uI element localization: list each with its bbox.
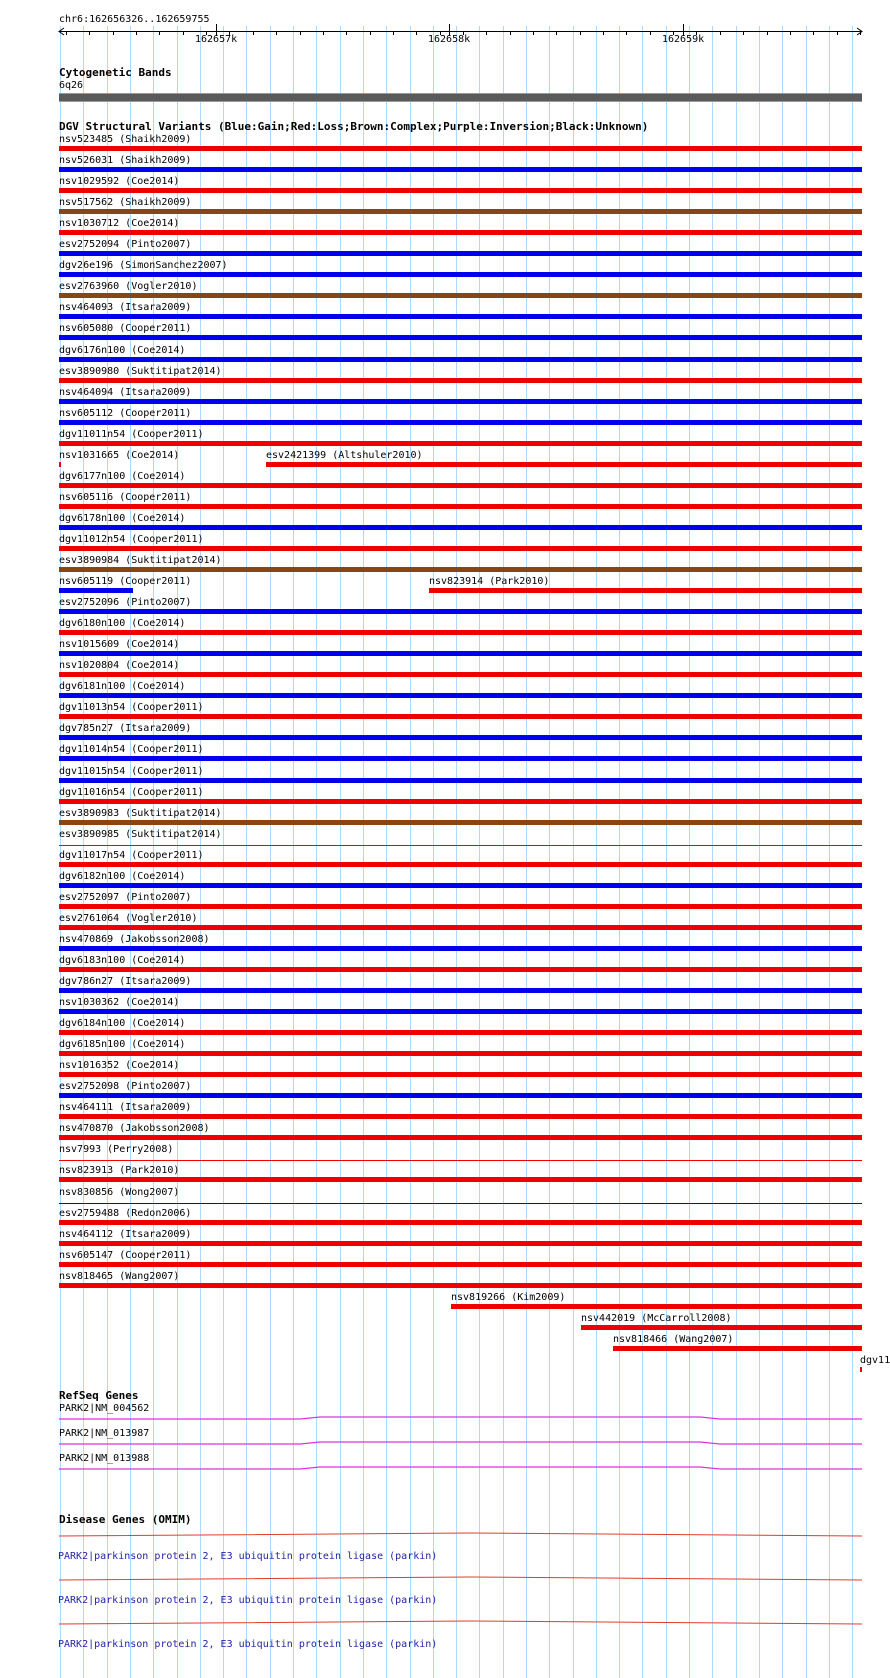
- omim-track-title[interactable]: Disease Genes (OMIM): [59, 1513, 192, 1526]
- variant-label[interactable]: nsv464112 (Itsara2009): [59, 1229, 192, 1240]
- variant-bar[interactable]: [59, 988, 862, 993]
- variant-label[interactable]: esv2421399 (Altshuler2010): [266, 450, 423, 461]
- variant-label[interactable]: dgv6183n100 (Coe2014): [59, 955, 186, 966]
- variant-label[interactable]: nsv1031665 (Coe2014): [59, 450, 180, 461]
- variant-label[interactable]: nsv605112 (Cooper2011): [59, 408, 192, 419]
- variant-label[interactable]: nsv517562 (Shaikh2009): [59, 197, 192, 208]
- chromosome-ideogram-band[interactable]: [59, 93, 862, 102]
- variant-label[interactable]: dgv11011n54 (Cooper2011): [59, 429, 204, 440]
- variant-bar[interactable]: [59, 693, 862, 698]
- variant-bar[interactable]: [59, 378, 862, 383]
- cyto-band-label: 6q26: [59, 80, 84, 91]
- variant-label[interactable]: nsv605147 (Cooper2011): [59, 1250, 192, 1261]
- variant-label[interactable]: dgv785n27 (Itsara2009): [59, 723, 192, 734]
- variant-bar[interactable]: [59, 883, 862, 888]
- variant-label[interactable]: nsv523485 (Shaikh2009): [59, 134, 192, 145]
- variant-bar[interactable]: [59, 967, 862, 972]
- variant-label[interactable]: nsv823913 (Park2010): [59, 1165, 180, 1176]
- variant-bar[interactable]: [59, 546, 862, 551]
- refseq-gene-label[interactable]: PARK2|NM_013987: [59, 1428, 150, 1439]
- variant-label[interactable]: nsv605116 (Cooper2011): [59, 492, 192, 503]
- variant-bar[interactable]: [59, 714, 862, 719]
- variant-bar[interactable]: [59, 1093, 862, 1098]
- variant-bar[interactable]: [59, 357, 862, 362]
- cyto-track-title[interactable]: Cytogenetic Bands: [59, 66, 172, 79]
- variant-label[interactable]: nsv1020804 (Coe2014): [59, 660, 180, 671]
- variant-label[interactable]: dgv6180n100 (Coe2014): [59, 618, 186, 629]
- variant-label[interactable]: dgv11012n54 (Cooper2011): [59, 534, 204, 545]
- variant-label[interactable]: nsv818466 (Wang2007): [613, 1334, 734, 1345]
- variant-label[interactable]: nsv819266 (Kim2009): [451, 1292, 566, 1303]
- variant-bar[interactable]: [59, 1283, 862, 1288]
- refseq-gene-feature[interactable]: [0, 1466, 890, 1474]
- dgv-track-title[interactable]: DGV Structural Variants (Blue:Gain;Red:Loss;Brown:Complex;Purple:Inversion;Black:Unknown): [59, 120, 649, 133]
- variant-bar[interactable]: [613, 1346, 862, 1351]
- variant-label[interactable]: dgv11014n54 (Cooper2011): [59, 744, 204, 755]
- variant-bar[interactable]: [266, 462, 862, 467]
- variant-bar[interactable]: [59, 314, 862, 319]
- omim-gene-label[interactable]: PARK2|parkinson protein 2, E3 ubiquitin protein ligase (parkin): [58, 1595, 438, 1606]
- variant-label[interactable]: dgv11013n54 (Cooper2011): [59, 702, 204, 713]
- variant-bar[interactable]: [59, 862, 862, 867]
- variant-label[interactable]: nsv470870 (Jakobsson2008): [59, 1123, 210, 1134]
- variant-label[interactable]: nsv1029592 (Coe2014): [59, 176, 180, 187]
- variant-bar[interactable]: [59, 778, 862, 783]
- refseq-gene-feature[interactable]: [0, 1416, 890, 1424]
- variant-label[interactable]: nsv823914 (Park2010): [429, 576, 550, 587]
- variant-bar[interactable]: [59, 1241, 862, 1246]
- variant-bar[interactable]: [59, 1160, 862, 1161]
- variant-label[interactable]: nsv1015609 (Coe2014): [59, 639, 180, 650]
- variant-bar[interactable]: [429, 588, 862, 593]
- variant-label[interactable]: dgv26e196 (SimonSanchez2007): [59, 260, 228, 271]
- omim-gene-feature[interactable]: [0, 1576, 890, 1584]
- variant-bar[interactable]: [59, 588, 133, 593]
- variant-label[interactable]: nsv830856 (Wong2007): [59, 1187, 180, 1198]
- refseq-track-title[interactable]: RefSeq Genes: [59, 1389, 139, 1402]
- variant-label[interactable]: nsv526031 (Shaikh2009): [59, 155, 192, 166]
- refseq-gene-label[interactable]: PARK2|NM_013988: [59, 1453, 150, 1464]
- variant-label[interactable]: dgv11: [860, 1355, 890, 1366]
- variant-label[interactable]: dgv6181n100 (Coe2014): [59, 681, 186, 692]
- variant-label[interactable]: nsv7993 (Perry2008): [59, 1144, 174, 1155]
- variant-label[interactable]: dgv6184n100 (Coe2014): [59, 1018, 186, 1029]
- variant-bar[interactable]: [59, 462, 61, 467]
- variant-bar[interactable]: [59, 209, 862, 214]
- variant-label[interactable]: nsv1016352 (Coe2014): [59, 1060, 180, 1071]
- variant-bar[interactable]: [59, 1072, 862, 1077]
- omim-gene-label[interactable]: PARK2|parkinson protein 2, E3 ubiquitin protein ligase (parkin): [58, 1551, 438, 1562]
- variant-bar[interactable]: [59, 1220, 862, 1225]
- variant-bar[interactable]: [59, 441, 862, 446]
- variant-label[interactable]: nsv1030712 (Coe2014): [59, 218, 180, 229]
- variant-label[interactable]: nsv464094 (Itsara2009): [59, 387, 192, 398]
- variant-label[interactable]: nsv464111 (Itsara2009): [59, 1102, 192, 1113]
- variant-bar[interactable]: [860, 1367, 862, 1372]
- variant-label[interactable]: nsv470869 (Jakobsson2008): [59, 934, 210, 945]
- omim-gene-label[interactable]: PARK2|parkinson protein 2, E3 ubiquitin protein ligase (parkin): [58, 1639, 438, 1650]
- omim-gene-feature[interactable]: [0, 1620, 890, 1628]
- variant-label[interactable]: esv3890980 (Suktitipat2014): [59, 366, 222, 377]
- variant-label[interactable]: esv2752098 (Pinto2007): [59, 1081, 192, 1092]
- variant-label[interactable]: nsv605119 (Cooper2011): [59, 576, 192, 587]
- variant-bar[interactable]: [59, 946, 862, 951]
- variant-label[interactable]: dgv6182n100 (Coe2014): [59, 871, 186, 882]
- variant-bar[interactable]: [59, 483, 862, 488]
- refseq-gene-feature[interactable]: [0, 1441, 890, 1449]
- variant-label[interactable]: dgv11016n54 (Cooper2011): [59, 787, 204, 798]
- refseq-gene-label[interactable]: PARK2|NM_004562: [59, 1403, 150, 1414]
- variant-label[interactable]: dgv11017n54 (Cooper2011): [59, 850, 204, 861]
- variant-label[interactable]: dgv6185n100 (Coe2014): [59, 1039, 186, 1050]
- variant-label[interactable]: nsv818465 (Wang2007): [59, 1271, 180, 1282]
- variant-bar[interactable]: [59, 1030, 862, 1035]
- ruler-tick-label: 162658k: [428, 34, 471, 45]
- variant-bar[interactable]: [59, 230, 862, 235]
- variant-label[interactable]: dgv11015n54 (Cooper2011): [59, 766, 204, 777]
- variant-bar[interactable]: [59, 1009, 862, 1014]
- variant-label[interactable]: nsv1030362 (Coe2014): [59, 997, 180, 1008]
- variant-label[interactable]: dgv6176n100 (Coe2014): [59, 345, 186, 356]
- variant-bar[interactable]: [59, 756, 862, 761]
- variant-label[interactable]: esv2752094 (Pinto2007): [59, 239, 192, 250]
- variant-bar[interactable]: [59, 251, 862, 256]
- variant-bar[interactable]: [59, 672, 862, 677]
- variant-label[interactable]: esv2763960 (Vogler2010): [59, 281, 198, 292]
- variant-label[interactable]: dgv786n27 (Itsara2009): [59, 976, 192, 987]
- variant-bar[interactable]: [59, 651, 862, 656]
- variant-label[interactable]: esv3890985 (Suktitipat2014): [59, 829, 222, 840]
- variant-bar[interactable]: [59, 293, 862, 298]
- variant-bar[interactable]: [59, 820, 862, 825]
- variant-bar[interactable]: [59, 504, 862, 509]
- variant-bar[interactable]: [59, 845, 862, 846]
- variant-bar[interactable]: [59, 799, 862, 804]
- variant-bar[interactable]: [59, 1114, 862, 1119]
- variant-label[interactable]: nsv464093 (Itsara2009): [59, 302, 192, 313]
- variant-bar[interactable]: [59, 420, 862, 425]
- variant-bar[interactable]: [59, 399, 862, 404]
- ruler-tick-label: 162659k: [662, 34, 705, 45]
- variant-label[interactable]: esv2752096 (Pinto2007): [59, 597, 192, 608]
- variant-bar[interactable]: [59, 609, 862, 614]
- variant-bar[interactable]: [59, 272, 862, 277]
- variant-bar[interactable]: [59, 188, 862, 193]
- variant-bar[interactable]: [59, 525, 862, 530]
- variant-label[interactable]: esv2761064 (Vogler2010): [59, 913, 198, 924]
- omim-gene-feature[interactable]: [0, 1532, 890, 1540]
- variant-bar[interactable]: [59, 1262, 862, 1267]
- variant-bar[interactable]: [59, 904, 862, 909]
- variant-label[interactable]: nsv442019 (McCarroll2008): [581, 1313, 732, 1324]
- variant-label[interactable]: dgv6177n100 (Coe2014): [59, 471, 186, 482]
- variant-bar[interactable]: [59, 335, 862, 340]
- variant-bar[interactable]: [451, 1304, 862, 1309]
- variant-bar[interactable]: [59, 567, 862, 572]
- location-label: chr6:162656326..162659755: [59, 14, 210, 25]
- variant-bar[interactable]: [59, 630, 862, 635]
- variant-bar[interactable]: [59, 1203, 862, 1204]
- ruler-tick-label: 162657k: [195, 34, 238, 45]
- variant-bar[interactable]: [581, 1325, 862, 1330]
- variant-bar[interactable]: [59, 925, 862, 930]
- variant-label[interactable]: nsv605080 (Cooper2011): [59, 323, 192, 334]
- variant-label[interactable]: esv3890984 (Suktitipat2014): [59, 555, 222, 566]
- variant-label[interactable]: esv2752097 (Pinto2007): [59, 892, 192, 903]
- variant-label[interactable]: esv2759488 (Redon2006): [59, 1208, 192, 1219]
- variant-bar[interactable]: [59, 1051, 862, 1056]
- variant-label[interactable]: dgv6178n100 (Coe2014): [59, 513, 186, 524]
- variant-bar[interactable]: [59, 1135, 862, 1140]
- variant-bar[interactable]: [59, 167, 862, 172]
- variant-bar[interactable]: [59, 1177, 862, 1182]
- variant-label[interactable]: esv3890983 (Suktitipat2014): [59, 808, 222, 819]
- variant-bar[interactable]: [59, 146, 862, 151]
- variant-bar[interactable]: [59, 735, 862, 740]
